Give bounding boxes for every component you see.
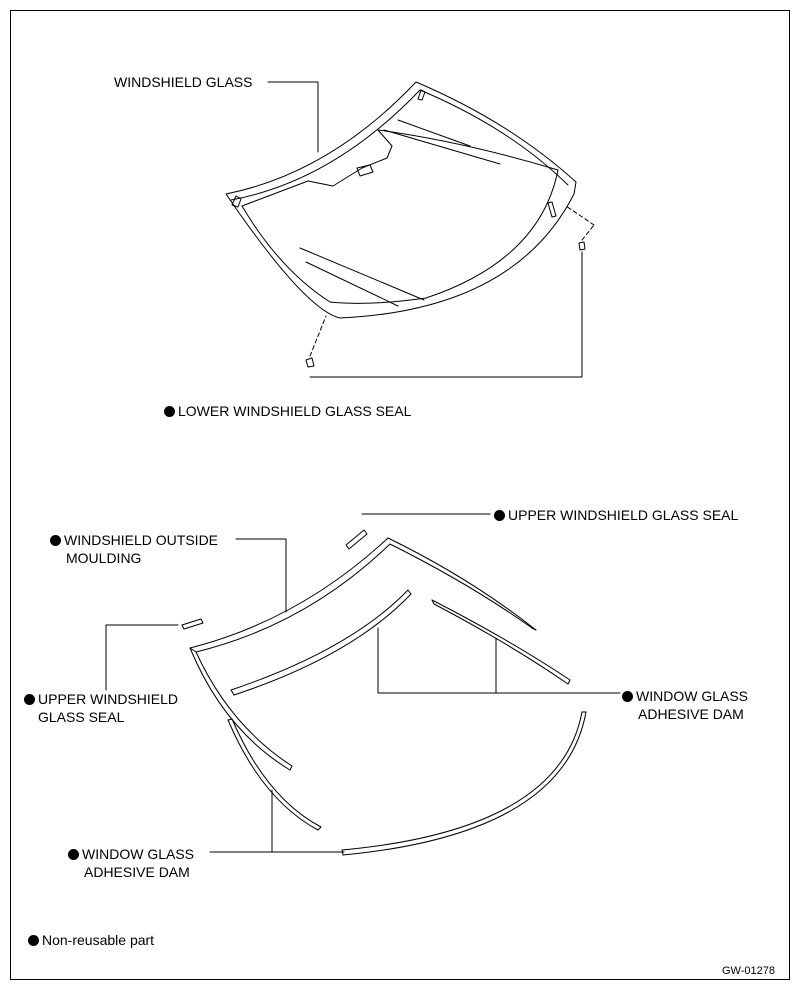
label-upper-seal-right <box>494 506 738 524</box>
label-outside-moulding-line1: WINDSHIELD OUTSIDE <box>64 532 219 548</box>
label-adhesive-dam-bottom-line1: WINDOW GLASS <box>82 846 195 862</box>
non-reusable-bullet-icon <box>24 694 35 705</box>
adhesive-dam-upper-left <box>231 590 411 695</box>
label-lower-seal <box>164 402 411 420</box>
label-adhesive-dam-right-line1: WINDOW GLASS <box>636 688 749 704</box>
non-reusable-bullet-icon <box>68 849 79 860</box>
label-upper-seal-left-line2: GLASS SEAL <box>38 709 125 725</box>
adhesive-dam-left-side <box>228 719 321 830</box>
label-outside-moulding <box>50 531 218 567</box>
label-adhesive-dam-right <box>622 687 748 723</box>
label-adhesive-dam-right-line2: ADHESIVE DAM <box>638 706 744 722</box>
label-upper-seal-right-text: UPPER WINDSHIELD GLASS SEAL <box>508 507 739 523</box>
lower-seal-piece-left <box>306 358 314 367</box>
legend-text: Non-reusable part <box>42 932 155 948</box>
windshield-outside-moulding-part <box>190 538 536 770</box>
upper-seal-piece-right <box>346 530 367 549</box>
non-reusable-bullet-icon <box>622 691 633 702</box>
lower-seal-piece-right <box>579 242 585 250</box>
non-reusable-bullet-icon <box>50 535 61 546</box>
label-adhesive-dam-bottom <box>68 845 194 881</box>
label-upper-seal-left <box>24 690 178 726</box>
figure-code: GW-01278 <box>722 965 775 977</box>
non-reusable-bullet-icon <box>28 935 39 946</box>
label-windshield-glass: WINDSHIELD GLASS <box>114 74 253 90</box>
label-adhesive-dam-bottom-line2: ADHESIVE DAM <box>84 864 190 880</box>
label-upper-seal-left-line1: UPPER WINDSHIELD <box>38 691 179 707</box>
adhesive-dam-bottom <box>342 712 586 855</box>
legend <box>28 931 154 949</box>
non-reusable-bullet-icon <box>164 406 175 417</box>
label-lower-seal-text: LOWER WINDSHIELD GLASS SEAL <box>178 403 412 419</box>
adhesive-dam-upper-right <box>432 600 570 684</box>
label-outside-moulding-line2: MOULDING <box>66 550 142 566</box>
windshield-glass-part <box>226 82 576 318</box>
non-reusable-bullet-icon <box>494 510 505 521</box>
upper-seal-piece-left <box>182 619 203 629</box>
